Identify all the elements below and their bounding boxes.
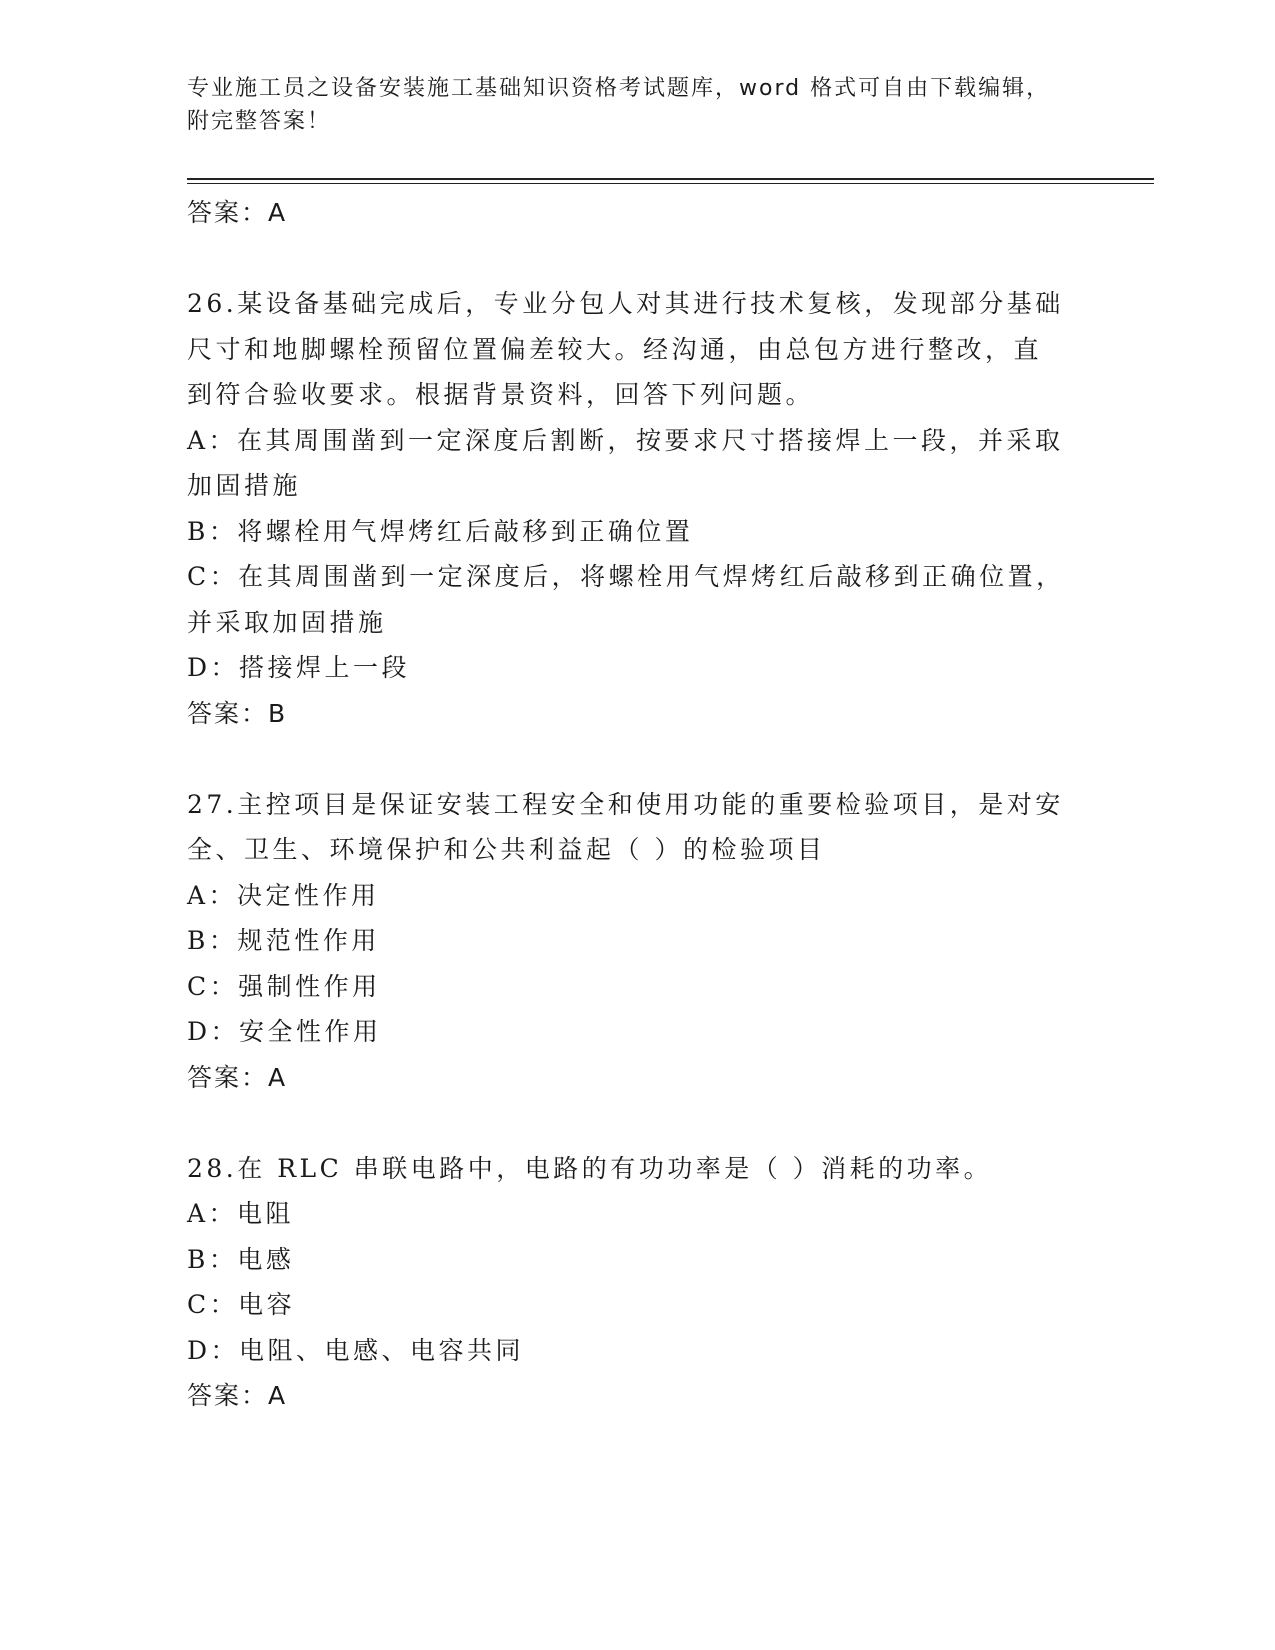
question-27: [187, 782, 1087, 1101]
question-stem-line: 26.某设备基础完成后，专业分包人对其进行技术复核，发现部分基础: [187, 289, 1064, 318]
question-stem-line: 28.在 RLC 串联电路中，电路的有功功率是（ ）消耗的功率。: [187, 1153, 993, 1183]
option-c: C：电容: [187, 1290, 296, 1319]
option-c: C：强制性作用: [187, 971, 381, 1001]
document-body: [187, 190, 1087, 1419]
question-stem-line: 尺寸和地脚螺栓预留位置偏差较大。经沟通，由总包方进行整改，直: [187, 334, 1043, 364]
question-28: [187, 1146, 1087, 1419]
answer: 答案：A: [187, 1062, 288, 1092]
question-stem-line: 到符合验收要求。根据背景资料，回答下列问题。: [187, 380, 815, 409]
answer: 答案：A: [187, 1381, 288, 1410]
option-c-line: 并采取加固措施: [187, 607, 387, 637]
option-d: D：电阻、电感、电容共同: [187, 1335, 525, 1365]
question-stem-line: 全、卫生、环境保护和公共利益起（ ）的检验项目: [187, 835, 826, 864]
spacer: [187, 236, 1087, 282]
spacer: [187, 736, 1087, 782]
option-d: D：搭接焊上一段: [187, 653, 411, 682]
header-line-1: 专业施工员之设备安装施工基础知识资格考试题库，word 格式可自由下载编辑，: [187, 76, 1051, 101]
option-a: A：电阻: [187, 1199, 295, 1228]
question-26: [187, 281, 1087, 736]
option-b: B：电感: [187, 1244, 295, 1274]
header-line-2: 附完整答案！: [187, 109, 332, 134]
option-d: D：安全性作用: [187, 1017, 382, 1046]
answer: 答案：B: [187, 698, 288, 728]
option-a-line: A：在其周围凿到一定深度后割断，按要求尺寸搭接焊上一段，并采取: [187, 425, 1064, 455]
document-header: [187, 72, 1067, 138]
previous-answer: 答案：A: [187, 198, 288, 227]
option-b: B：规范性作用: [187, 926, 380, 955]
question-stem-line: 27.主控项目是保证安装工程安全和使用功能的重要检验项目，是对安: [187, 789, 1064, 819]
spacer: [187, 1100, 1087, 1146]
option-b: B：将螺栓用气焊烤红后敲移到正确位置: [187, 516, 694, 546]
option-c-line: C：在其周围凿到一定深度后，将螺栓用气焊烤红后敲移到正确位置，: [187, 562, 1065, 591]
option-a-line: 加固措施: [187, 471, 302, 500]
header-divider: [187, 178, 1154, 184]
option-a: A：决定性作用: [187, 880, 380, 910]
